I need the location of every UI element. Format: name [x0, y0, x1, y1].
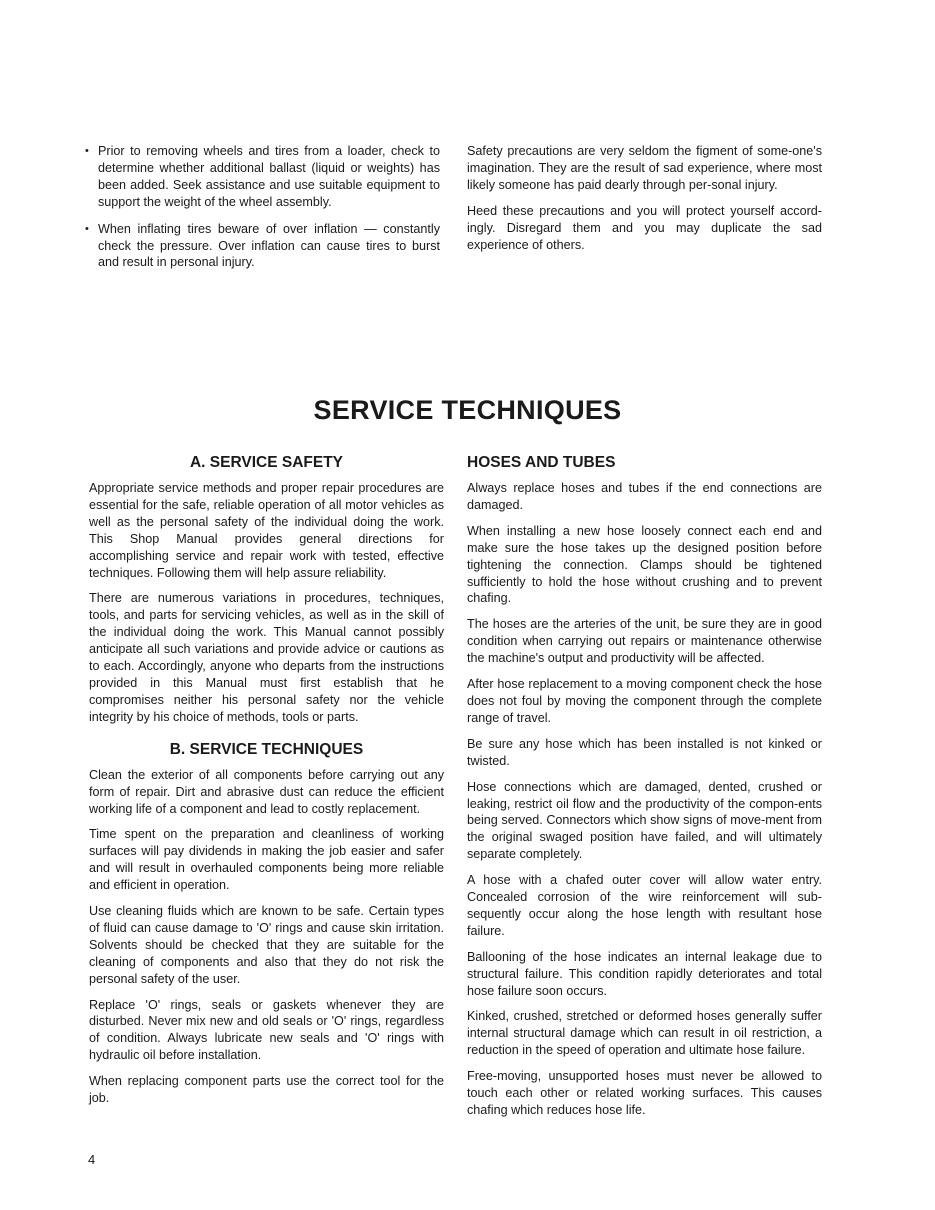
page-title: SERVICE TECHNIQUES — [313, 395, 622, 425]
paragraph: Kinked, crushed, stretched or deformed hoses generally suffer internal structural damage which can result in oil restriction, a reduction in the speed of operation and ultimate hose failure. — [467, 1009, 822, 1058]
paragraph: Always replace hoses and tubes if the end connections are damaged. — [467, 481, 822, 512]
top-left-column — [85, 143, 440, 281]
section-title-service-techniques: B. SERVICE TECHNIQUES — [169, 740, 364, 758]
paragraph: When installing a new hose loosely connect each end and make sure the hose takes up the designed position before tightening the connection. Clamps should be tightened sufficiently to hold the hose without crushing and to prevent chafing. — [467, 523, 822, 606]
paragraph: After hose replacement to a moving component check the hose does not foul by moving the component through the complete range of travel. — [467, 677, 822, 725]
paragraph: Be sure any hose which has been installed is not kinked or twisted. — [467, 736, 822, 768]
paragraph: A hose with a chafed outer cover will allow water entry. Concealed corrosion of the wire reinforcement will sub-sequently occur along the hose length with resultant hose failure. — [467, 873, 822, 938]
paragraph: Safety precautions are very seldom the figment of some-one's imagination. They are the result of sad experience, where most likely someone has paid dearly through per-sonal injury. — [467, 144, 822, 192]
paragraph: When replacing component parts use the correct tool for the job. — [89, 1074, 444, 1106]
page-number: 4 — [88, 1152, 96, 1167]
top-right-column — [467, 143, 822, 262]
paragraph: There are numerous variations in procedures, techniques, tools, and parts for servicing vehicles, as well as in the skill of the individual doing the work. This Manual cannot possibly anticipate all such variations and provide advice or cautions as to each. Accordingly, anyone who departs from the instructions provided in this Manual must first establish that he compromises neither his personal safety nor the vehicle integrity by his choice of methods, tools or parts. — [89, 591, 444, 724]
paragraph: Hose connections which are damaged, dented, crushed or leaking, restrict oil flow and the productivity of the compon-ents being served. Connectors which show signs of move-ment from the original swaged position have failed, and will ultimately separate completely. — [467, 779, 822, 862]
section-title-hoses-and-tubes: HOSES AND TUBES — [467, 454, 616, 471]
left-column — [89, 453, 444, 1116]
paragraph: Appropriate service methods and proper repair procedures are essential for the safe, reliable operation of all motor vehicles as well as the personal safety of the individual doing the work. This Shop Manual provides general directions for accomplishing service and repair work with tested, effective techniques. Following them will help assure reliability. — [89, 481, 444, 580]
paragraph: Ballooning of the hose indicates an internal leakage due to structural failure. This condition rapidly deteriorates and total hose failure soon occurs. — [467, 949, 822, 998]
paragraph: Replace 'O' rings, seals or gaskets whenever they are disturbed. Never mix new and old seals or 'O' rings, regardless of condition. Always lubricate new seals and 'O' rings with hydraulic oil before installation. — [89, 997, 444, 1063]
paragraph: Free-moving, unsupported hoses must never be allowed to touch each other or related working surfaces. This causes chafing which reduces hose life. — [467, 1069, 822, 1117]
paragraph: Time spent on the preparation and cleanliness of working surfaces will pay dividends in making the job easier and safer and will result in overhauled components being more reliable and efficient in operation. — [89, 827, 444, 893]
paragraph: Clean the exterior of all components before carrying out any form of repair. Dirt and abrasive dust can reduce the efficient working life of a component and lead to costly replacement. — [89, 767, 444, 816]
bullet-item: • When inflating tires beware of over inflation — constantly check the pressure. Over inflation can cause tires to burst and result in personal injury. — [85, 221, 440, 272]
right-column — [467, 453, 822, 1128]
section-title-service-safety: A. SERVICE SAFETY — [189, 454, 344, 471]
paragraph: Heed these precautions and you will protect yourself accord-ingly. Disregard them and you may duplicate the sad experience of others. — [467, 203, 822, 252]
bullet-item: • Prior to removing wheels and tires from a loader, check to determine whether additional ballast (liquid or weights) has been added. Seek assistance and use suitable equipment to support the weight of the wheel assembly. — [85, 143, 440, 211]
tire-safety-bullets — [85, 143, 440, 271]
paragraph: Use cleaning fluids which are known to be safe. Certain types of fluid can cause damage to 'O' rings and cause skin irritation. Solvents should be checked that they are suitable for the cleaning of components and also that they do not risk the personal safety of the user. — [89, 904, 444, 986]
paragraph: The hoses are the arteries of the unit, be sure they are in good condition when carrying out repairs or maintenance otherwise the machine's output and productivity will be affected. — [467, 617, 822, 666]
